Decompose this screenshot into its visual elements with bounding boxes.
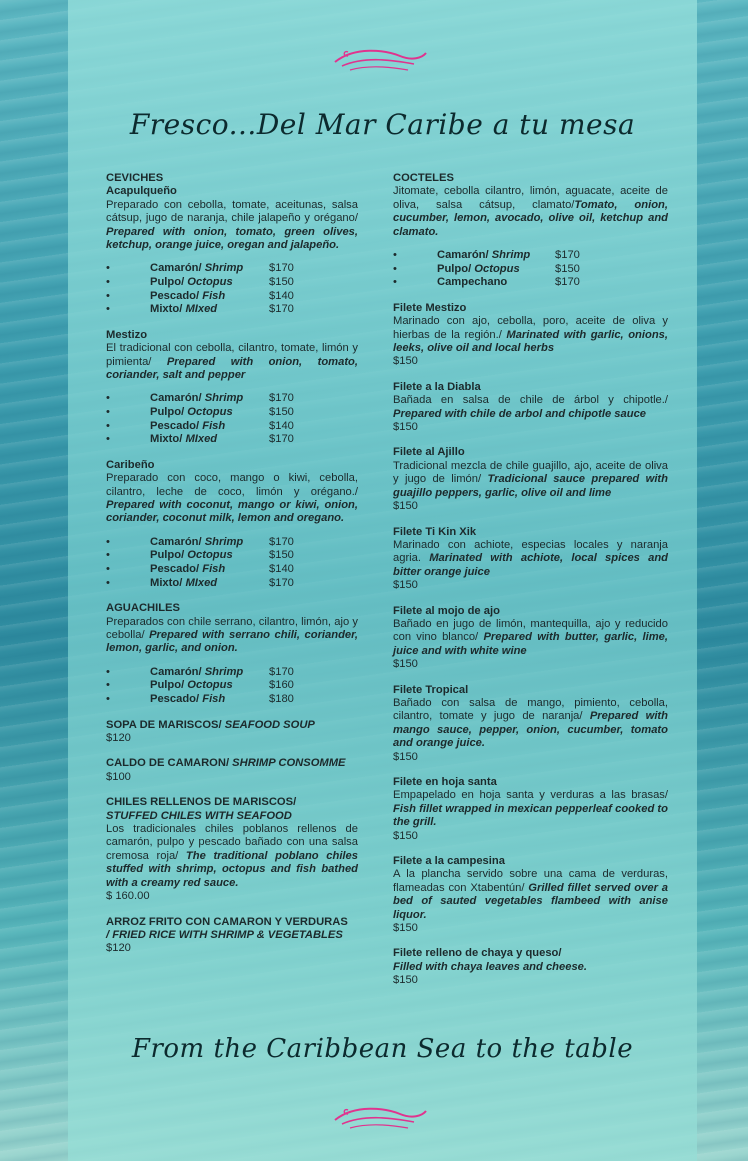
list-item bbox=[393, 263, 668, 277]
item-name-es: Camarón/ bbox=[437, 249, 492, 262]
list-item bbox=[106, 577, 358, 591]
item-name bbox=[150, 392, 243, 405]
item-price: $150 bbox=[269, 276, 294, 289]
item-name-en: MIxed bbox=[185, 576, 218, 589]
item-name-es: Pulpo/ bbox=[150, 549, 188, 562]
dish-title: ARROZ FRITO CON CAMARON Y VERDURAS bbox=[106, 915, 348, 928]
bullet-icon: • bbox=[393, 276, 397, 289]
list-item bbox=[106, 536, 358, 550]
list-item bbox=[106, 392, 358, 406]
item-name-en: Fish bbox=[202, 419, 226, 432]
list-item bbox=[106, 303, 358, 317]
item-price: $170 bbox=[555, 249, 580, 262]
dish-title bbox=[106, 719, 358, 732]
desc-en: Prepared with coconut, mango or kiwi, onion, coriander, coconut milk, lemon and oregano. bbox=[106, 499, 358, 525]
item-name-es: Mixto/ bbox=[150, 433, 186, 446]
item-name bbox=[150, 536, 243, 549]
item-name bbox=[150, 549, 233, 562]
list-item bbox=[106, 276, 358, 290]
list-item bbox=[393, 276, 668, 290]
item-name bbox=[150, 563, 225, 576]
list-item bbox=[106, 406, 358, 420]
desc-en: Prepared with serrano chili, coriander, lemon, garlic, and onion. bbox=[106, 629, 358, 655]
item-price: $160 bbox=[269, 679, 294, 692]
item-name-es: Campechano bbox=[437, 276, 508, 289]
section-filete-campesina bbox=[393, 855, 668, 935]
list-item bbox=[106, 563, 358, 577]
price-list bbox=[106, 536, 358, 590]
item-name bbox=[150, 577, 217, 590]
dish-description bbox=[393, 185, 668, 239]
dish-price: $150 bbox=[393, 579, 418, 592]
item-name bbox=[150, 406, 233, 419]
menu-title: Fresco...Del Mar Caribe a tu mesa bbox=[129, 108, 636, 141]
bullet-icon: • bbox=[106, 665, 110, 678]
price-list bbox=[393, 249, 668, 290]
dish-title: Filete Tropical bbox=[393, 683, 469, 696]
price-list bbox=[106, 262, 358, 316]
dish-description bbox=[106, 823, 358, 890]
ceviches-heading: CEVICHES bbox=[106, 172, 164, 184]
desc-en: Prepared with butter, garlic, lime, juice and with white wine bbox=[393, 631, 668, 657]
item-price: $170 bbox=[269, 262, 294, 275]
item-price: $180 bbox=[269, 693, 294, 706]
item-name-es: Camarón/ bbox=[150, 535, 205, 548]
dish-title: Filete Ti Kin Xik bbox=[393, 525, 477, 538]
desc-es: Preparado con coco, mango o kiwi, cebolla, cilantro, leche de coco, limón y orégano./ bbox=[106, 472, 358, 498]
item-name-en: Fish bbox=[202, 693, 226, 706]
item-name-es: Pulpo/ bbox=[437, 262, 475, 275]
desc-es: Bañado en jugo de limón, mantequilla, ajo y reducido con vino blanco/ bbox=[393, 617, 668, 644]
item-name-es: Pescado/ bbox=[150, 693, 203, 706]
item-name-es: Mixto/ bbox=[150, 576, 186, 589]
section-filete-hoja-santa bbox=[393, 776, 668, 843]
dish-title: Caribeño bbox=[106, 458, 155, 471]
item-name-en: Shrimp bbox=[204, 392, 244, 405]
dish-title-en: STUFFED CHILES WITH SEAFOOD bbox=[106, 809, 292, 822]
item-price: $140 bbox=[269, 563, 294, 576]
bullet-icon: • bbox=[106, 693, 110, 706]
item-name-es: Pulpo/ bbox=[150, 679, 188, 692]
list-item bbox=[106, 693, 358, 707]
item-name-en: Octopus bbox=[187, 679, 233, 692]
dish-price: $150 bbox=[393, 974, 418, 987]
desc-en: Grilled fillet served over a bed of sauted vegetables flambeed with anise liquor. bbox=[393, 881, 668, 921]
section-filete-tropical bbox=[393, 684, 668, 764]
bullet-icon: • bbox=[106, 563, 110, 576]
list-item bbox=[393, 249, 668, 263]
section-filete-diabla bbox=[393, 381, 668, 435]
bottom-flourish-icon bbox=[330, 1100, 430, 1134]
title-es: SOPA DE MARISCOS/ bbox=[106, 718, 225, 731]
desc-es: Marinado con achiote, especias locales y naranja agria. bbox=[393, 538, 668, 565]
desc-en: Fish fillet wrapped in mexican pepperleaf cooked to the grill. bbox=[393, 802, 668, 829]
item-price: $140 bbox=[269, 289, 294, 302]
desc-es: Bañada en salsa de chile de árbol y chipotle./ bbox=[393, 394, 668, 407]
bullet-icon: • bbox=[106, 276, 110, 289]
item-name-es: Pescado/ bbox=[150, 289, 203, 302]
price-list bbox=[106, 666, 358, 707]
desc-es: Jitomate, cebolla cilantro, limón, aguacate, aceite de oliva, salsa cátsup, clamato/ bbox=[393, 185, 668, 211]
item-price: $150 bbox=[555, 262, 580, 275]
desc-en: Prepared with mango sauce, pepper, onion, cucumber, tomato and orange juice. bbox=[393, 710, 668, 750]
list-item bbox=[106, 679, 358, 693]
dish-price: $150 bbox=[393, 421, 418, 434]
section-acapulqueno bbox=[106, 172, 358, 317]
dish-title: Filete relleno de chaya y queso/ bbox=[393, 947, 562, 960]
bullet-icon: • bbox=[106, 392, 110, 405]
dish-description bbox=[393, 315, 668, 355]
dish-price: $150 bbox=[393, 829, 418, 842]
desc-es: Los tradicionales chiles poblanos rellenos de camarón, pulpo y pescado bañado con una salsa cremosa roja/ bbox=[106, 823, 358, 862]
dish-price: $150 bbox=[393, 355, 418, 368]
section-caribeno bbox=[106, 459, 358, 590]
section-sopa bbox=[106, 719, 358, 746]
bullet-icon: • bbox=[106, 303, 110, 316]
section-filete-tikinxik bbox=[393, 526, 668, 593]
bullet-icon: • bbox=[106, 289, 110, 302]
bullet-icon: • bbox=[106, 433, 110, 446]
dish-description bbox=[393, 618, 668, 658]
dish-title: Filete al mojo de ajo bbox=[393, 604, 500, 617]
bullet-icon: • bbox=[106, 262, 110, 275]
right-column bbox=[393, 172, 668, 1000]
item-name-en: Octopus bbox=[187, 406, 233, 419]
dish-title: Filete Mestizo bbox=[393, 301, 467, 314]
top-flourish-icon bbox=[330, 42, 430, 76]
dish-price: $120 bbox=[106, 942, 131, 955]
dish-price: $100 bbox=[106, 770, 131, 783]
dish-title-en: / FRIED RICE WITH SHRIMP & VEGETABLES bbox=[106, 928, 343, 941]
dish-price: $120 bbox=[106, 732, 131, 745]
list-item bbox=[106, 262, 358, 276]
dish-description bbox=[106, 616, 358, 656]
footer-title: From the Caribbean Sea to the table bbox=[131, 1034, 634, 1064]
title-en: SHRIMP CONSOMME bbox=[232, 757, 346, 770]
bullet-icon: • bbox=[106, 406, 110, 419]
section-caldo bbox=[106, 757, 358, 784]
item-name bbox=[150, 262, 243, 275]
desc-en: Prepared with onion, tomato, coriander, salt and pepper bbox=[106, 355, 358, 382]
desc-en: Prepared with onion, tomato, green olives, ketchup, orange juice, oregan and jalapeño. bbox=[106, 225, 358, 252]
dish-price: $150 bbox=[393, 500, 418, 513]
item-price: $170 bbox=[269, 576, 294, 589]
item-price: $140 bbox=[269, 419, 294, 432]
item-name-en: Shrimp bbox=[491, 249, 531, 262]
item-name-en: Fish bbox=[202, 289, 226, 302]
dish-description bbox=[393, 539, 668, 579]
item-price: $170 bbox=[269, 535, 294, 548]
item-name-en: Shrimp bbox=[204, 535, 244, 548]
bullet-icon: • bbox=[106, 549, 110, 562]
section-arroz bbox=[106, 916, 358, 956]
item-price: $170 bbox=[555, 276, 580, 289]
desc-es: Preparado con cebolla, tomate, aceitunas, salsa cátsup, jugo de naranja, chile jalapeño y orégano/ bbox=[106, 198, 358, 225]
dish-title: CHILES RELLENOS DE MARISCOS/ bbox=[106, 796, 297, 809]
bullet-icon: • bbox=[106, 419, 110, 432]
item-name bbox=[437, 249, 530, 262]
dish-description bbox=[106, 342, 358, 382]
item-name bbox=[437, 263, 520, 276]
section-cocteles bbox=[393, 172, 668, 290]
desc-en: Tradicional sauce prepared with guajillo peppers, garlic, olive oil and lime bbox=[393, 473, 668, 499]
dish-title bbox=[106, 757, 358, 770]
section-filete-ajillo bbox=[393, 446, 668, 513]
dish-title: COCTELES bbox=[393, 172, 454, 184]
desc-en: Prepared with chile de arbol and chipotle sauce bbox=[393, 407, 647, 420]
desc-en: Tomato, onion, cucumber, lemon, avocado, olive oil, ketchup and clamato. bbox=[393, 198, 668, 238]
item-name bbox=[150, 276, 233, 289]
item-price: $170 bbox=[269, 303, 294, 316]
item-name-es: Pescado/ bbox=[150, 419, 203, 432]
item-name-es: Pulpo/ bbox=[150, 406, 188, 419]
list-item bbox=[106, 549, 358, 563]
desc-es: El tradicional con cebolla, cilantro, tomate, limón y pimienta/ bbox=[106, 342, 358, 368]
dish-description bbox=[393, 394, 668, 421]
item-name-en: Fish bbox=[202, 563, 226, 576]
dish-title: Filete a la campesina bbox=[393, 855, 505, 868]
section-chiles bbox=[106, 796, 358, 903]
item-price: $170 bbox=[269, 433, 294, 446]
section-filete-chaya bbox=[393, 947, 668, 987]
desc-es: Empapelado en hoja santa y verduras a las brasas/ bbox=[393, 789, 668, 802]
desc-es: Tradicional mezcla de chile guajillo, ajo, aceite de oliva y jugo de limón/ bbox=[393, 459, 668, 486]
dish-title: Filete al Ajillo bbox=[393, 446, 465, 459]
title-en: SEAFOOD SOUP bbox=[224, 718, 315, 731]
item-name bbox=[150, 303, 217, 316]
bullet-icon: • bbox=[393, 249, 397, 262]
item-name bbox=[150, 420, 225, 433]
dish-title: Mestizo bbox=[106, 328, 148, 341]
item-name-en: Octopus bbox=[474, 262, 520, 275]
dish-description bbox=[106, 472, 358, 526]
dish-description bbox=[393, 961, 668, 974]
item-price: $170 bbox=[269, 392, 294, 405]
list-item bbox=[106, 290, 358, 304]
dish-description bbox=[393, 697, 668, 751]
section-aguachiles bbox=[106, 602, 358, 706]
desc-es: Marinado con ajo, cebolla, poro, aceite de oliva y hierbas de la región./ bbox=[393, 315, 668, 341]
bullet-icon: • bbox=[106, 679, 110, 692]
desc-es: A la plancha servido sobre una cama de verduras, flameadas con Xtabentún/ bbox=[393, 868, 668, 894]
item-name bbox=[150, 693, 225, 706]
list-item bbox=[106, 433, 358, 447]
item-price: $150 bbox=[269, 549, 294, 562]
dish-description bbox=[393, 868, 668, 922]
item-name-es: Pescado/ bbox=[150, 563, 203, 576]
dish-title: Filete a la Diabla bbox=[393, 380, 481, 393]
section-filete-mestizo bbox=[393, 302, 668, 369]
dish-description bbox=[106, 199, 358, 253]
section-filete-mojo bbox=[393, 605, 668, 672]
desc-es: Preparados con chile serrano, cilantro, limón, ajo y cebolla/ bbox=[106, 615, 358, 642]
item-name bbox=[150, 666, 243, 679]
item-name bbox=[437, 276, 507, 289]
item-name-en: Octopus bbox=[187, 549, 233, 562]
dish-title: Filete en hoja santa bbox=[393, 776, 497, 788]
desc-en: Filled with chaya leaves and cheese. bbox=[393, 960, 588, 973]
dish-price: $150 bbox=[393, 658, 418, 671]
dish-description bbox=[393, 460, 668, 500]
section-mestizo bbox=[106, 329, 358, 447]
item-name-es: Camarón/ bbox=[150, 392, 205, 405]
desc-en: The traditional poblano chiles stuffed with shrimp, octopus and fish bathed with a creamy red sauce. bbox=[106, 849, 358, 889]
item-name bbox=[150, 433, 217, 446]
dish-title: Acapulqueño bbox=[106, 185, 177, 198]
item-price: $150 bbox=[269, 406, 294, 419]
dish-price: $150 bbox=[393, 750, 418, 763]
desc-en: Marinated with garlic, onions, leeks, olive oil and local herbs bbox=[393, 328, 669, 355]
dish-title: AGUACHILES bbox=[106, 602, 180, 615]
item-name-es: Camarón/ bbox=[150, 262, 205, 275]
item-name-es: Mixto/ bbox=[150, 303, 186, 316]
list-item bbox=[106, 666, 358, 680]
item-name-en: MIxed bbox=[185, 433, 218, 446]
item-price: $170 bbox=[269, 665, 294, 678]
item-name-en: Shrimp bbox=[204, 665, 244, 678]
bullet-icon: • bbox=[106, 576, 110, 589]
item-name bbox=[150, 290, 225, 303]
item-name-en: Octopus bbox=[187, 276, 233, 289]
bullet-icon: • bbox=[393, 262, 397, 275]
price-list bbox=[106, 392, 358, 446]
item-name-es: Pulpo/ bbox=[150, 276, 188, 289]
item-name-en: Shrimp bbox=[204, 262, 244, 275]
desc-es: Bañado con salsa de mango, pimiento, cebolla, cilantro, tomate y jugo de naranja/ bbox=[393, 696, 668, 723]
list-item bbox=[106, 420, 358, 434]
left-column bbox=[106, 172, 358, 968]
item-name-en: MIxed bbox=[185, 303, 218, 316]
bullet-icon: • bbox=[106, 535, 110, 548]
dish-price: $150 bbox=[393, 922, 418, 935]
title-es: CALDO DE CAMARON/ bbox=[106, 757, 233, 770]
item-name bbox=[150, 679, 233, 692]
dish-description bbox=[393, 789, 668, 829]
desc-en: Marinated with achiote, local spices and bitter orange juice bbox=[393, 552, 668, 578]
item-name-es: Camarón/ bbox=[150, 665, 205, 678]
dish-price: $ 160.00 bbox=[106, 890, 150, 903]
